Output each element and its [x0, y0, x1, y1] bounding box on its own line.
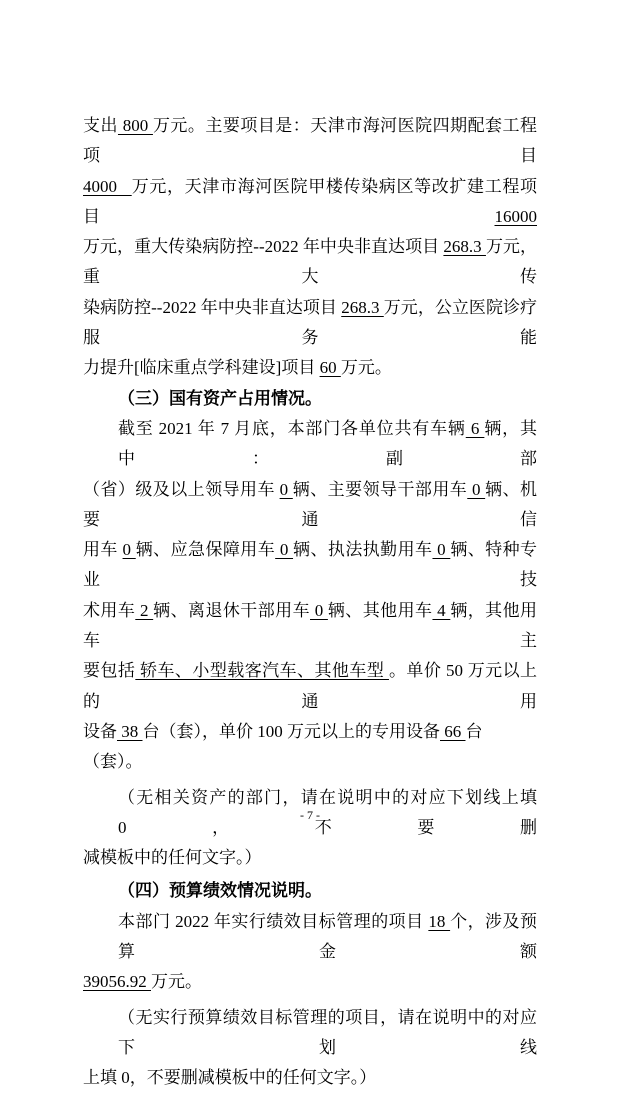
paragraph-note	[83, 783, 542, 874]
text-run: （省）级及以上领导用车	[83, 479, 280, 499]
underlined-value: 轿车、小型载客汽车、其他车型	[135, 661, 389, 681]
paragraph-body	[83, 414, 537, 778]
text-run: 个，涉及预算金额	[118, 911, 538, 962]
text-line	[83, 414, 537, 475]
underlined-value: 18	[428, 911, 451, 931]
text-line	[83, 876, 537, 906]
text-run: 万元。	[340, 358, 392, 378]
text-line	[83, 111, 537, 172]
text-run: 辆、离退休干部用车	[153, 600, 311, 620]
text-run: （四）预算绩效情况说明。	[118, 881, 322, 901]
text-run: 万元。主要项目是：天津市海河医院四期配套工程项目	[83, 116, 538, 166]
text-line	[83, 293, 537, 354]
text-run: 辆、其他用车	[327, 600, 433, 620]
underlined-value: 0	[122, 540, 136, 560]
text-run: 力提升[临床重点学科建设]项目	[83, 358, 320, 378]
text-line	[83, 596, 537, 657]
text-line	[83, 535, 537, 596]
text-run: 万元，重大传	[83, 237, 537, 287]
underlined-value: 66	[440, 721, 466, 741]
text-run: 支出	[83, 116, 118, 135]
paragraph-note	[83, 1003, 537, 1094]
text-run: 万元，重大传染病防控--2022 年中央非直达项目	[83, 237, 444, 257]
text-run: 减模板中的任何文字。）	[83, 848, 262, 868]
text-run: 台（套）。	[83, 721, 483, 772]
text-run: 染病防控--2022 年中央非直达项目	[83, 297, 342, 317]
underlined-value: 39056.92	[83, 972, 151, 992]
text-line	[83, 232, 537, 293]
text-run: 术用车	[83, 600, 136, 620]
paragraph-body	[83, 111, 537, 384]
text-run: 辆、主要领导干部用车	[292, 479, 468, 499]
text-run: 截至 2021 年 7 月底，本部门各单位共有车辆	[118, 418, 466, 438]
text-run: （无相关资产的部门，请在说明中的对应下划线上填 0，不要删	[118, 787, 542, 837]
underlined-value: 60	[319, 358, 341, 378]
underlined-value: 38	[117, 721, 143, 741]
text-run: 万元。	[151, 972, 202, 992]
text-line	[83, 1063, 537, 1093]
text-run: 上填 0，不要删减模板中的任何文字。）	[83, 1068, 377, 1088]
text-line	[83, 967, 537, 997]
underlined-value: 0	[310, 600, 328, 620]
text-run: （三）国有资产占用情况。	[118, 388, 322, 408]
text-run: 用车	[83, 540, 123, 560]
text-run: 辆，其他用车主	[83, 600, 538, 651]
text-run: 辆，其中：副部	[118, 418, 537, 469]
text-run: 辆、应急保障用车	[135, 540, 276, 560]
paragraph-body	[83, 907, 537, 998]
text-run: 万元，公立医院诊疗服务能	[83, 297, 537, 348]
underlined-value: 6	[465, 418, 485, 438]
text-line	[83, 1003, 537, 1064]
underlined-value: 0	[467, 479, 486, 499]
underlined-value: 268.3	[443, 237, 486, 257]
text-line	[83, 907, 537, 968]
underlined-value: 0	[279, 479, 293, 499]
text-run: 要包括	[83, 661, 136, 681]
underlined-value: 16000	[494, 206, 537, 226]
text-run: 台（套），单价 100 万元以上的专用设备	[142, 721, 440, 741]
page-number: - 7 -	[300, 808, 320, 822]
underlined-value: 2	[135, 600, 154, 620]
text-run: 设备	[83, 721, 117, 741]
text-line	[83, 843, 537, 873]
text-run: 辆、机要通信	[83, 479, 538, 529]
underlined-value: 0	[275, 540, 294, 560]
text-run: 本部门 2022 年实行绩效目标管理的项目	[118, 911, 429, 931]
underlined-value: 4000	[83, 176, 132, 196]
text-line	[83, 353, 537, 383]
text-run: 辆、特种专业技	[83, 540, 538, 590]
text-line	[83, 475, 537, 536]
text-line	[83, 656, 537, 717]
text-line	[83, 172, 537, 233]
text-run: （无实行预算绩效目标管理的项目，请在说明中的对应下划线	[118, 1007, 537, 1057]
text-run: 万元，天津市海河医院甲楼传染病区等改扩建工程项目	[83, 176, 538, 226]
text-run: 。单价 50 万元以上的通用	[83, 661, 538, 711]
paragraph-heading	[83, 876, 537, 906]
document-body	[83, 111, 542, 1094]
text-run: 辆、执法执勤用车	[293, 540, 433, 560]
underlined-value: 268.3	[341, 297, 384, 317]
text-line	[83, 717, 537, 778]
underlined-value: 4	[432, 600, 451, 620]
paragraph-heading	[83, 384, 537, 414]
underlined-value: 0	[432, 540, 451, 560]
underlined-value: 800	[117, 116, 153, 135]
text-line	[83, 384, 537, 414]
